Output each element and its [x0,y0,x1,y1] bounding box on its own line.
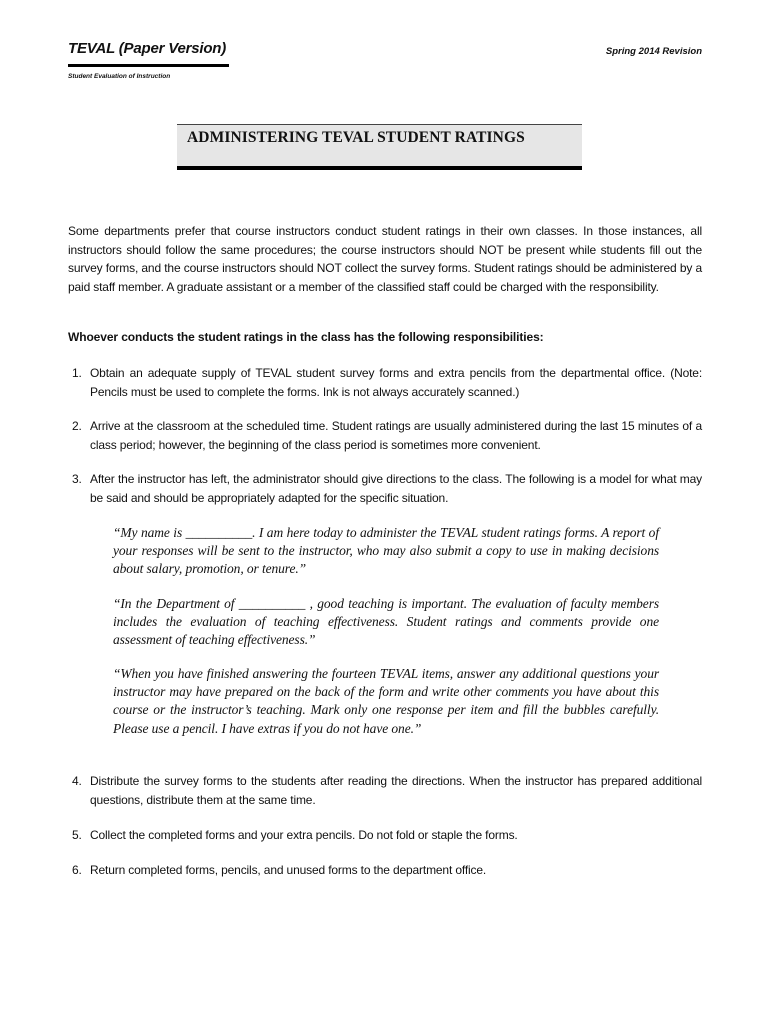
list-item-text: Arrive at the classroom at the scheduled time. Student ratings are usually administered during the last 15 minutes of a class period; however, the beginning of the class period is sometimes more convenient. [90,419,702,452]
list-item-text: Obtain an adequate supply of TEVAL student survey forms and extra pencils from the departmental office. (Note: Pencils must be used to complete the forms. Ink is not always accurately scanned.) [90,366,702,399]
script-quote: “In the Department of __________ , good teaching is important. The evaluation of faculty members includes the evaluation of teaching effectiveness. Student ratings and comments provide one assessment of teaching effectiveness.” [113,596,659,648]
list-item-text: Collect the completed forms and your extra pencils. Do not fold or staple the forms. [90,828,518,842]
list-item-number: 2. [72,419,82,433]
title-box [177,124,582,170]
script-quote: “When you have finished answering the fourteen TEVAL items, answer any additional questions your instructor may have prepared on the back of the form and write other comments you have about this course or the instructor’s teaching. Mark only one response per item and fill the bubbles carefully. Please use a pencil. I have extras if you do not have one.” [113,666,659,736]
list-item-number: 1. [72,366,82,380]
list-item-number: 4. [72,774,82,788]
list-item-text: After the instructor has left, the administrator should give directions to the class. The following is a model for what may be said and should be appropriately adapted for the specific situation. [90,472,702,505]
list-item-number: 3. [72,472,82,486]
list-item-text: Distribute the survey forms to the students after reading the directions. When the instructor has prepared additional questions, distribute them at the same time. [90,774,702,807]
header-revision: Spring 2014 Revision [605,46,702,57]
header-title: TEVAL (Paper Version) [68,40,227,57]
intro-paragraph: Some departments prefer that course instructors conduct student ratings in their own classes. In those instances, all instructors should follow the same procedures; the course instructors should NOT be present while students fill out the survey forms, and the course instructors should NOT collect the survey forms. Student ratings should be administered by a paid staff member. A graduate assistant or a member of the classified staff could be charged with the responsibility. [68,224,702,294]
script-quote: “My name is __________. I am here today to administer the TEVAL student ratings forms. A report of your responses will be sent to the instructor, who may also submit a copy to use in making decisions about salary, promotion, or tenure.” [113,525,659,577]
header-subtitle: Student Evaluation of Instruction [68,73,171,80]
header-rule [68,64,229,67]
list-item-text: Return completed forms, pencils, and unused forms to the department office. [90,863,487,877]
document-title: ADMINISTERING TEVAL STUDENT RATINGS [187,129,525,146]
list-item-number: 5. [72,828,82,842]
list-item-number: 6. [72,863,82,877]
responsibilities-heading: Whoever conducts the student ratings in the class has the following responsibilities: [68,330,544,344]
